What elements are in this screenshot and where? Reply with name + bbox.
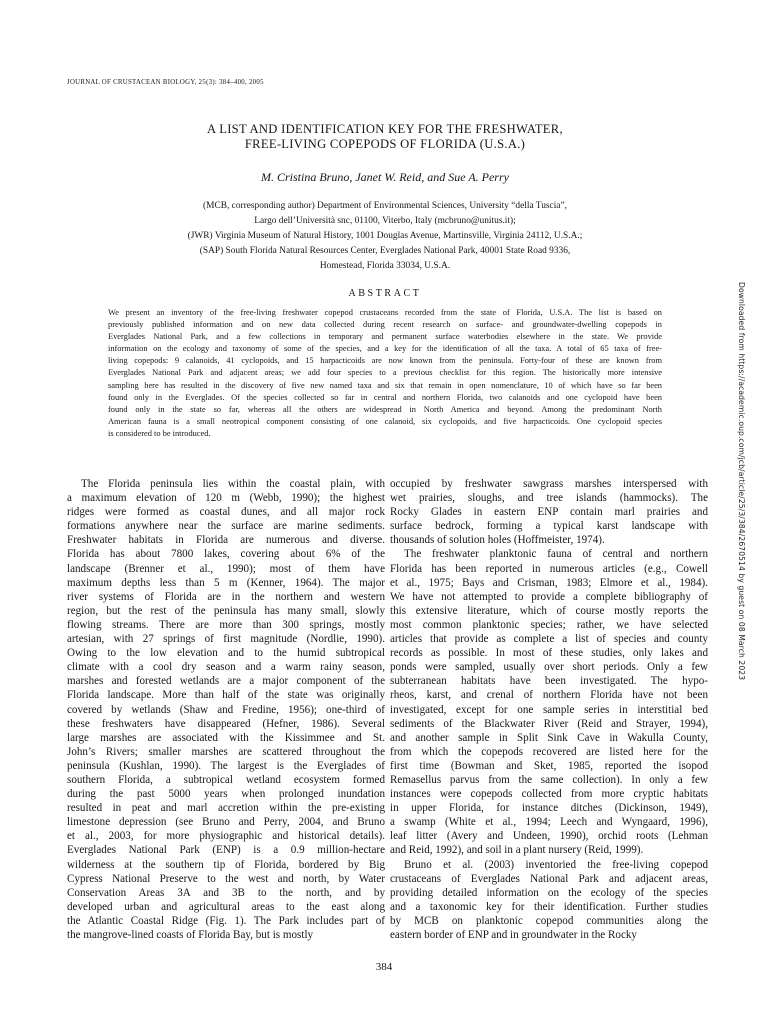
body-text-line: from which the copepods recovered are listed here for the — [390, 745, 708, 758]
abstract-line: American fauna is a small neotropical component consisting of one calanoid, six cyclopoids, and five harpacticoids. One cyclopoid species — [108, 416, 662, 426]
body-text-line: records as possible. In most of these studies, only lakes and — [390, 647, 708, 660]
body-text-line: subterranean habitats have been investigated. The hypo- — [390, 675, 708, 688]
body-text-line: formations anywhere near the surface are marine sediments. — [67, 520, 385, 533]
body-text-line: region, but the rest of the peninsula has many small, slowly — [67, 604, 385, 617]
body-text-line: Freshwater habitats in Florida are numerous and diverse. — [67, 534, 385, 547]
body-text-line: peninsula (Kushlan, 1990). The largest is the Everglades of — [67, 759, 385, 772]
body-text-line: Everglades National Park (ENP) is a 0.9 million-hectare — [67, 844, 385, 857]
body-text-line: instances were copepods collected from more cryptic habitats — [390, 788, 708, 801]
body-text-line: resulted in peat and marl accretion within the pre-existing — [67, 802, 385, 815]
body-text-line: et al., 1975; Bays and Crisman, 1983; Elmore et al., 1984). — [390, 576, 708, 589]
body-text-line: Bruno et al. (2003) inventoried the free-living copepod — [404, 858, 708, 871]
body-text-line: thousands of solution holes (Hoffmeister, 1974). — [390, 534, 605, 547]
body-text-line: southern Florida, a subtropical wetland ecosystem formed — [67, 773, 385, 786]
body-text-line: maximum depths less than 5 m (Kenner, 1964). The major — [67, 576, 385, 589]
body-text-line: Rocky Glades in eastern ENP contain marl prairies and — [390, 506, 708, 519]
abstract-line: found only in the state so far, whereas all the others are widespread in North America and beyond. Among the predominant North — [108, 404, 662, 414]
body-text-line: et al., 2003, for more physiographic and historical details). — [67, 830, 385, 843]
body-text-line: climate with a cool dry season and a warm rainy season, — [67, 661, 385, 674]
body-text-line: landscape (Brenner et al., 1990); most of them have — [67, 562, 385, 575]
body-text-line: the mangrove-lined coasts of Florida Bay, but is mostly — [67, 929, 314, 941]
body-text-line: rheos, karst, and crenal of northern Florida have not been — [390, 689, 708, 702]
download-notice: Downloaded from https://academic.oup.com/jcb/article/25/3/384/2670514 by guest on 08 March 2023 — [737, 282, 746, 681]
paper-title — [67, 122, 703, 152]
affiliation-line: Largo dell’Università snc, 01100, Viterbo, Italy (mcbruno@unitus.it); — [254, 215, 516, 226]
abstract-line: We present an inventory of the free-living freshwater copepod crustaceans recorded from the state of Florida, U.S.A. The list is based on — [108, 308, 662, 317]
abstract-line: is considered to be introduced. — [108, 428, 211, 438]
body-text-line: The freshwater planktonic fauna of central and northern — [404, 548, 708, 561]
page-number: 384 — [375, 961, 393, 973]
body-text-line: most common planktonic species; rather, we have selected — [390, 618, 708, 631]
body-text-line: Florida has been reported in numerous articles (e.g., Cowell — [390, 562, 708, 575]
abstract-line: found only in the Everglades. Of the species collected so far in central and northern Florida, two calanoids and one cyclopoid have been — [108, 392, 662, 402]
body-text-line: ponds were sampled, usually over short periods. Only a few — [390, 661, 708, 674]
body-text-line: artesian, with 27 springs of first magnitude (Nordlie, 1990). — [67, 633, 385, 646]
author-list: M. Cristina Bruno, Janet W. Reid, and Sue A. Perry — [261, 170, 509, 184]
abstract-line: Everglades National Park and adjacent areas; we add four species to a previous checklist for this region. The historically more intensive — [108, 368, 662, 378]
body-text-line: and Reid, 1992), and soil in a plant nursery (Reid, 1999). — [390, 844, 644, 857]
body-text-line: surface bedrock, forming a typical karst landscape with — [390, 520, 708, 533]
body-text-line: Florida landscape. More than half of the state was originally — [67, 689, 385, 702]
body-text-line: sediments of the Blackwater River (Reid and Strayer, 1994), — [390, 717, 708, 730]
title-line: FREE-LIVING COPEPODS OF FLORIDA (U.S.A.) — [244, 137, 526, 151]
body-text-line: during the past 5000 years when prolonged inundation — [67, 788, 385, 801]
body-text-line: and another sample in Split Sink Cave in Wakulla County, — [390, 731, 708, 744]
body-text-line: developed urban and agricultural areas to the east along — [67, 900, 385, 913]
body-text-line: Florida has about 7800 lakes, covering about 6% of the — [67, 548, 385, 561]
body-text-line: flowing streams. There are more than 300 springs, mostly — [67, 618, 385, 631]
abstract-line: Everglades National Park, and a few collections in temporary and permanent surface waterbodies elsewhere in the state. We provide — [108, 332, 662, 342]
body-text-line: marshes and forested wetlands are a major component of the — [67, 675, 385, 688]
body-text-line: Owing to the low elevation and to the humid subtropical — [67, 647, 385, 660]
affiliations — [67, 199, 703, 274]
affiliation-line: (SAP) South Florida Natural Resources Center, Everglades National Park, 40001 State Road 9336, — [199, 245, 571, 256]
body-text-line: limestone depression (see Bruno and Perry, 2004, and Bruno — [67, 816, 385, 829]
body-text-line: large marshes are associated with the Kissimmee and St. — [67, 731, 385, 744]
body-text-line: in upper Florida, for instance ditches (Dickinson, 1949), — [390, 802, 708, 815]
body-text-line: Cypress National Preserve to the west and north, by Water — [67, 872, 385, 885]
body-text-line: these freshwaters have disappeared (Hefner, 1986). Several — [67, 717, 385, 730]
body-text-line: by MCB on planktonic copepod communities along the — [390, 914, 708, 927]
body-text-line: articles that provide as complete a list of species and county — [390, 633, 708, 646]
affiliation-line: (MCB, corresponding author) Department of Environmental Sciences, University “della Tuscia”, — [203, 201, 567, 211]
body-text-line: John’s Rivers; smaller marshes are scattered throughout the — [67, 745, 385, 758]
body-text-line: occupied by freshwater sawgrass marshes interspersed with — [390, 478, 708, 490]
body-text-line: Conservation Areas 3A and 3B to the north, and by — [67, 886, 385, 899]
body-text-line: first time (Bowman and Sket, 1985, reported the isopod — [390, 759, 708, 772]
body-text-line: covered by wetlands (Shaw and Fredine, 1956); one-third of — [67, 703, 385, 716]
abstract-line: living copepods: 9 calanoids, 41 cyclopoids, and 15 harpacticoids are now known from the peninsula. Forty-four of these are known from — [108, 356, 662, 366]
body-text-line: the Atlantic Coastal Ridge (Fig. 1). The Park includes part of — [67, 914, 385, 927]
body-text-line: investigated, except for one sample series in interstitial bed — [390, 703, 708, 716]
abstract-heading: ABSTRACT — [348, 288, 422, 299]
body-text-line: We have not attempted to provide a complete bibliography of — [390, 590, 708, 603]
body-text-line: a maximum elevation of 120 m (Webb, 1990); the highest — [67, 492, 385, 505]
body-column-left — [67, 477, 385, 942]
abstract-text — [108, 307, 662, 440]
body-text-line: providing detailed information on the ecology of the species — [390, 886, 708, 899]
abstract-line: sampling here has resulted in the discovery of five new named taxa and six that remain in open nomenclature, 10 of which have so far been — [108, 380, 662, 390]
body-text-line: Remasellus parvus from the same collection). In only a few — [390, 773, 708, 786]
body-text-line: wet prairies, sloughs, and tree islands (hammocks). The — [390, 492, 708, 505]
abstract-line: information on the ecology and taxonomy of some of the species, and a key for the identification of all the taxa. A total of 65 taxa of free- — [108, 344, 662, 354]
affiliation-line: (JWR) Virginia Museum of Natural History, 1001 Douglas Avenue, Martinsville, Virginia 24112, U.S.A.; — [187, 230, 583, 241]
body-text-line: and a taxonomic key for their identification. Further studies — [390, 900, 708, 913]
body-column-right — [390, 477, 708, 942]
body-text-line: river systems of Florida are in the northern and western — [67, 590, 385, 603]
body-text-line: ridges were formed as coastal dunes, and all major rock — [67, 506, 385, 519]
body-text-line: eastern border of ENP and in groundwater in the Rocky — [390, 929, 637, 941]
body-text-line: The Florida peninsula lies within the coastal plain, with — [81, 478, 385, 490]
abstract-line: previously published information and on new data collected during recent research on surface- and groundwater-dwelling copepods in — [108, 320, 662, 330]
body-text-line: wilderness at the southern tip of Florida, bordered by Big — [67, 858, 385, 871]
affiliation-line: Homestead, Florida 33034, U.S.A. — [319, 260, 451, 271]
title-line: A LIST AND IDENTIFICATION KEY FOR THE FRESHWATER, — [207, 122, 563, 136]
body-text-line: crustaceans of Everglades National Park and adjacent areas, — [390, 872, 708, 885]
body-text-line: this extensive literature, which of course mostly reports the — [390, 604, 708, 617]
body-text-line: a swamp (White et al., 1994; Leech and Wyngaard, 1996), — [390, 816, 708, 829]
body-text-line: leaf litter (Avery and Undeen, 1990), orchid roots (Lehman — [390, 830, 708, 843]
journal-citation: JOURNAL OF CRUSTACEAN BIOLOGY, 25(3): 384–400, 2005 — [67, 79, 264, 86]
